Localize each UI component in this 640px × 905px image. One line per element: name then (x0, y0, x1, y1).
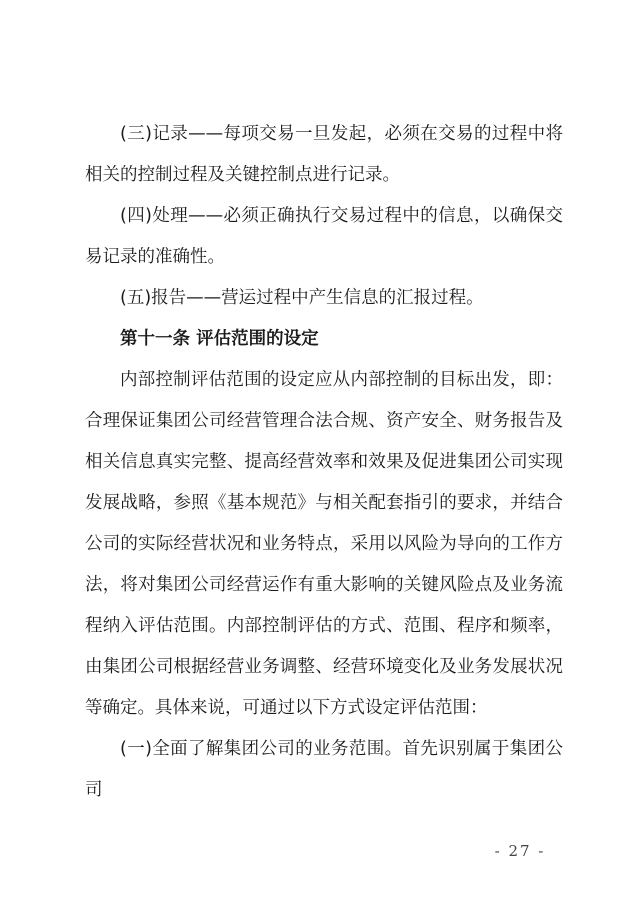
paragraph-process: (四)处理——必须正确执行交易过程中的信息，以确保交易记录的准确性。 (85, 206, 563, 267)
paragraph-report: (五)报告——营运过程中产生信息的汇报过程。 (120, 288, 484, 308)
paragraph-scope: 内部控制评估范围的设定应从内部控制的目标出发，即：合理保证集团公司经营管理合法合规、资产安全、财务报告及相关信息真实完整、提高经营效率和效果及促进集团公司实现发展战略，参照《基本规范》与相关配套指引的要求，并结合公司的实际经营状况和业务特点，采用以风险为导向的工作方法，将对集团公司经营运作有重大影响的关键风险点及业务流程纳入评估范围。内部控制评估的方式、范围、程序和频率，由集团公司根据经营业务调整、经营环境变化及业务发展状况等确定。具体来说，可通过以下方式设定评估范围： (85, 370, 563, 718)
paragraph-scope-item-1: (一)全面了解集团公司的业务范围。首先识别属于集团公司 (85, 739, 563, 800)
paragraph-record: (三)记录——每项交易一旦发起，必须在交易的过程中将相关的控制过程及关键控制点进行记录。 (85, 124, 563, 185)
page-number: - 27 - (494, 842, 546, 860)
article-heading: 第十一条 评估范围的设定 (120, 329, 319, 349)
document-body (85, 114, 563, 811)
